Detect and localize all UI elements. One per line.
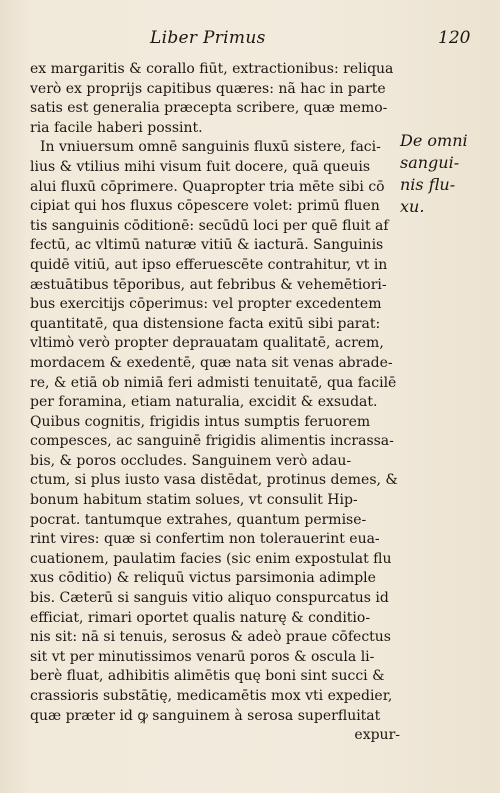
text-line: quidē vitiū, aut ipso efferuescēte contrahitur, vt in <box>30 256 388 273</box>
marginal-note-line: sangui- <box>400 153 460 172</box>
text-line: mordacem & exedentē, quæ nata sit venas abrade- <box>30 354 393 371</box>
text-line: vltimò verò propter deprauatam qualitatē, acrem, <box>30 335 384 352</box>
folio-number: 120 <box>438 28 471 48</box>
text-line: nis sit: nā si tenuis, serosus & adeò praue cōfectus <box>30 629 391 646</box>
text-line: bis. Cæterū si sanguis vitio aliquo conspurcatus id <box>30 590 389 607</box>
text-line: bonum habitum statim solues, vt consulit Hip- <box>30 492 358 509</box>
page-header <box>0 28 500 52</box>
catchword: expur- <box>354 727 400 744</box>
text-line: quantitatē, qua distensione facta exitū sibi parat: <box>30 315 381 332</box>
text-line: compesces, ac sanguinē frigidis alimentis incrassa- <box>30 433 394 450</box>
text-line: alui fluxū cōprimere. Quapropter tria mēte sibi cō <box>30 178 385 195</box>
text-line: fectū, ac vltimū naturæ vitiū & iacturā. Sanguinis <box>30 237 384 254</box>
text-line: In vniuersum omnē sanguinis fluxū sistere, faci- <box>40 139 381 156</box>
text-line: rint vires: quæ si confertim non tolerauerint eua- <box>30 531 380 548</box>
text-line: bis, & poros occludes. Sanguinem verò adau- <box>30 452 352 469</box>
text-line: satis est generalia præcepta scribere, quæ memo- <box>30 100 388 117</box>
marginal-note-line: xu. <box>400 197 425 216</box>
text-line: crassioris substātię, medicamētis mox vti expedier, <box>30 688 393 704</box>
running-title: Liber Primus <box>150 28 266 48</box>
main-text-block <box>30 60 400 746</box>
text-line: efficiat, rimari oportet qualis naturę & conditio- <box>30 609 371 626</box>
text-line: verò ex proprijs capitibus quæres: nã hac in parte <box>30 80 386 97</box>
text-line: ria facile haberi possint. <box>30 119 203 136</box>
text-line: sit vt per minutissimos venarū poros & oscula li- <box>30 648 375 665</box>
text-line: bus exercitijs cōperimus: vel propter excedentem <box>30 296 382 313</box>
text-line: cuationem, paulatim facies (sic enim expostulat flu <box>30 550 392 567</box>
text-line: lius & vtilius mihi visum fuit docere, quā queuis <box>30 158 371 175</box>
text-line: ex margaritis & corallo fiūt, extractionibus: reliqua <box>30 61 394 77</box>
text-line: quæ præter id ꝙ sanguinem à serosa superfluitat <box>30 707 381 724</box>
text-line: Quibus cognitis, frigidis intus sumptis feruorem <box>30 413 371 430</box>
text-line: berè fluat, adhibitis alimētis quę boni sint succi & <box>30 668 385 685</box>
text-line: tis sanguinis cōditionē: secūdū loci per quē fluit af <box>30 217 389 234</box>
marginal-note <box>400 130 490 218</box>
text-line: ctum, si plus iusto vasa distēdat, protinus demes, & <box>30 472 398 489</box>
text-line: æstuātibus tēporibus, aut febribus & vehemētiori- <box>30 276 387 293</box>
text-line: per foramina, etiam naturalia, excidit & exsudat. <box>30 394 378 411</box>
text-line: xus cōditio) & reliquū victus parsimonia adimple <box>30 570 376 587</box>
marginal-note-line: De omni <box>400 131 468 150</box>
marginal-note-line: nis flu- <box>400 175 456 194</box>
text-line: pocrat. tantumque extrahes, quantum permise- <box>30 511 367 528</box>
text-line: re, & etiā ob nimiā feri admisti tenuitatē, qua facilē <box>30 374 397 391</box>
text-line: cipiat qui hos fluxus cōpescere volet: primū fluen <box>30 198 380 215</box>
